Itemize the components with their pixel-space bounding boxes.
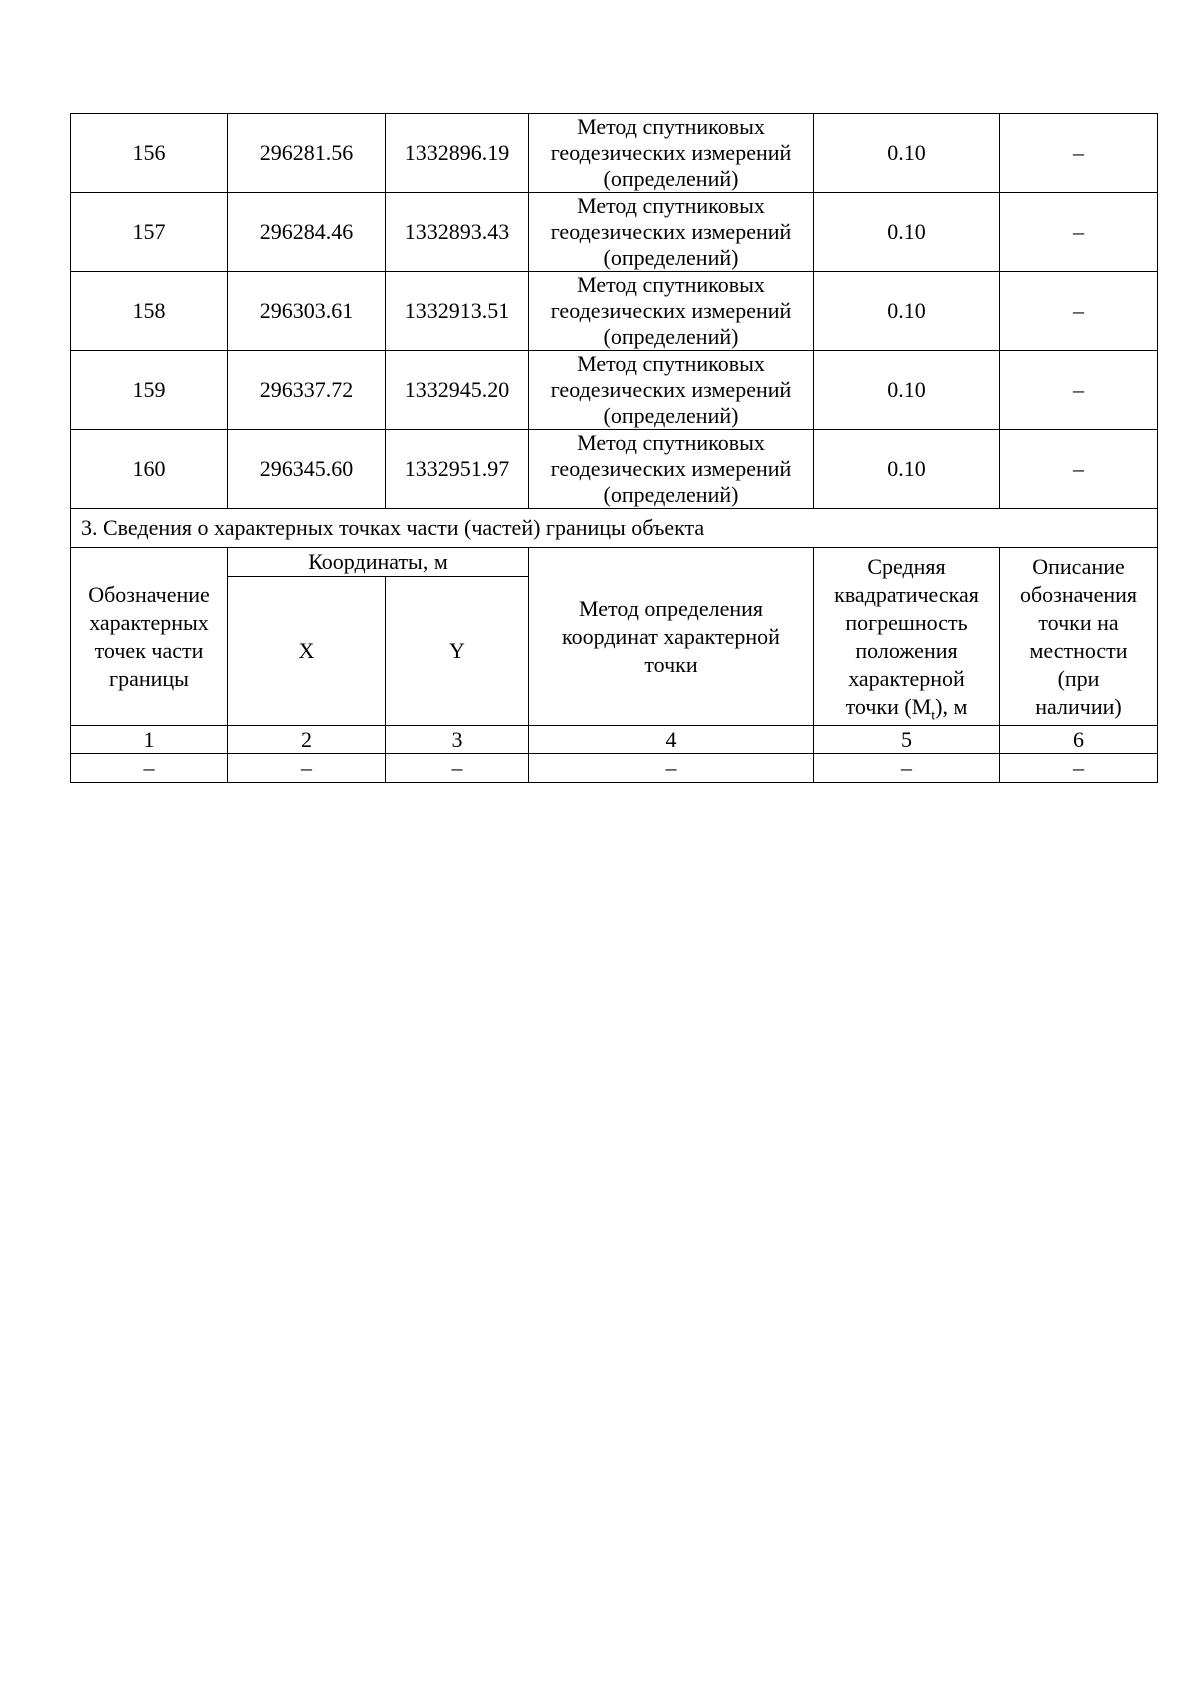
header-line: Обозначение [88, 581, 210, 607]
coordinate-x-cell: 296303.61 [228, 272, 386, 351]
header-line: координат характерной [562, 623, 780, 649]
method-cell [529, 114, 814, 193]
method-line: геодезических измерений [550, 298, 792, 323]
column-number: 6 [1000, 726, 1158, 754]
coordinate-x-cell: 296337.72 [228, 351, 386, 430]
header-line: квадратическая [834, 581, 979, 607]
coordinate-x-cell: 296281.56 [228, 114, 386, 193]
column-number: 3 [386, 726, 529, 754]
header-line: характерных [89, 609, 209, 635]
header-line: границы [109, 665, 189, 691]
header-line: Средняя [867, 553, 946, 579]
method-line: Метод спутниковых [577, 114, 765, 139]
header-line: характерной [848, 665, 965, 691]
coordinate-x-cell: 296345.60 [228, 430, 386, 509]
method-line: Метод спутниковых [577, 272, 765, 297]
header-line: положения [855, 637, 958, 663]
table-row [71, 272, 1158, 351]
description-cell: – [1000, 114, 1158, 193]
header-line: точки [644, 651, 698, 677]
column-number: 1 [71, 726, 228, 754]
empty-data-row [71, 754, 1158, 783]
point-number-cell: 158 [71, 272, 228, 351]
header-line: точки на [1038, 609, 1119, 635]
section-3-title: 3. Сведения о характерных точках части (частей) границы объекта [71, 509, 1158, 548]
description-cell: – [1000, 351, 1158, 430]
coordinate-y-cell: 1332945.20 [386, 351, 529, 430]
error-value-cell: 0.10 [814, 272, 1000, 351]
coordinate-y-cell: 1332951.97 [386, 430, 529, 509]
method-cell [529, 193, 814, 272]
method-line: (определений) [603, 245, 739, 270]
method-line: геодезических измерений [550, 219, 792, 244]
table-row [71, 193, 1158, 272]
error-value-cell: 0.10 [814, 193, 1000, 272]
method-line: (определений) [603, 166, 739, 191]
table-row [71, 351, 1158, 430]
method-line: Метод спутниковых [577, 351, 765, 376]
header-text-prefix: точки (M [845, 693, 932, 719]
column-numbers-row [71, 726, 1158, 754]
method-line: (определений) [603, 482, 739, 507]
column-number: 4 [529, 726, 814, 754]
coordinate-y-cell: 1332913.51 [386, 272, 529, 351]
table-row [71, 430, 1158, 509]
method-cell [529, 430, 814, 509]
point-number-cell: 156 [71, 114, 228, 193]
method-line: геодезических измерений [550, 456, 792, 481]
header-line: местности [1029, 637, 1128, 663]
header-point-description [1000, 548, 1158, 726]
method-line: (определений) [603, 324, 739, 349]
boundary-points-table [70, 113, 1158, 783]
empty-cell: – [71, 754, 228, 783]
header-line: Описание [1032, 553, 1125, 579]
header-line: наличии) [1035, 693, 1122, 719]
empty-cell: – [529, 754, 814, 783]
method-line: Метод спутниковых [577, 430, 765, 455]
method-cell [529, 351, 814, 430]
error-value-cell: 0.10 [814, 430, 1000, 509]
subscript-t: t [931, 707, 936, 723]
header-mean-square-error [814, 548, 1000, 726]
empty-cell: – [228, 754, 386, 783]
error-value-cell: 0.10 [814, 114, 1000, 193]
method-line: геодезических измерений [550, 140, 792, 165]
header-y: Y [386, 577, 529, 726]
header-line-with-subscript [818, 693, 995, 721]
empty-cell: – [386, 754, 529, 783]
description-cell: – [1000, 272, 1158, 351]
coordinate-x-cell: 296284.46 [228, 193, 386, 272]
point-number-cell: 157 [71, 193, 228, 272]
method-line: (определений) [603, 403, 739, 428]
header-coordinates: Координаты, м [228, 548, 529, 577]
coordinate-y-cell: 1332893.43 [386, 193, 529, 272]
section-3-header-row [71, 548, 1158, 577]
empty-cell: – [1000, 754, 1158, 783]
point-number-cell: 160 [71, 430, 228, 509]
header-line: обозначения [1019, 581, 1138, 607]
description-cell: – [1000, 430, 1158, 509]
table-row [71, 114, 1158, 193]
column-number: 5 [814, 726, 1000, 754]
method-line: Метод спутниковых [577, 193, 765, 218]
header-line: погрешность [845, 609, 968, 635]
point-number-cell: 159 [71, 351, 228, 430]
section-3-title-row [71, 509, 1158, 548]
header-x: X [228, 577, 386, 726]
method-cell [529, 272, 814, 351]
header-line: Метод определения [578, 595, 764, 621]
error-value-cell: 0.10 [814, 351, 1000, 430]
points-table-body [71, 114, 1158, 509]
header-line: точек части [94, 637, 204, 663]
description-cell: – [1000, 193, 1158, 272]
method-line: геодезических измерений [550, 377, 792, 402]
header-line: (при [1057, 665, 1100, 691]
header-point-designation [71, 548, 228, 726]
header-method [529, 548, 814, 726]
empty-cell: – [814, 754, 1000, 783]
column-number: 2 [228, 726, 386, 754]
header-text-suffix: ), м [935, 693, 968, 719]
coordinate-y-cell: 1332896.19 [386, 114, 529, 193]
section-3-block [71, 509, 1158, 783]
